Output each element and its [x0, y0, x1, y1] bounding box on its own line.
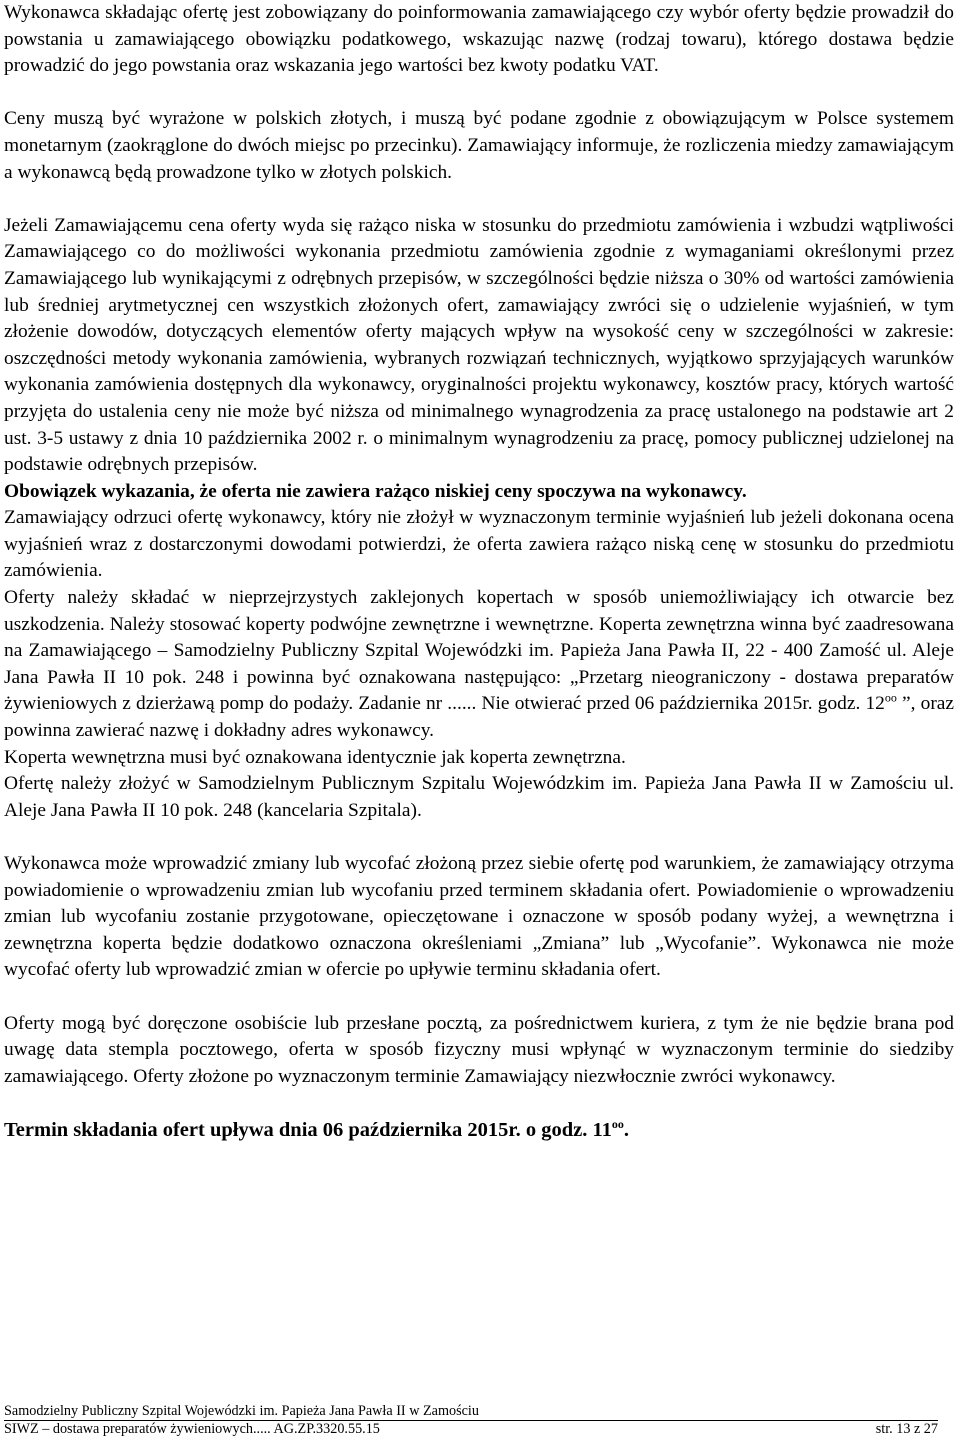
- paragraph-submission-place: Ofertę należy złożyć w Samodzielnym Publicznym Szpitalu Wojewódzkim im. Papieża Jana Pawła II w Zamościu ul. Aleje Jana Pawła II 10 pok. 248 (kancelaria Szpitala).: [4, 773, 954, 821]
- paragraph-inner-envelope: Koperta wewnętrzna musi być oznakowana identycznie jak koperta zewnętrzna.: [4, 746, 626, 768]
- envelopes-text-tail: ”, oraz powinna zawierać nazwę i dokładny adres wykonawcy.: [4, 693, 955, 742]
- document-page: [4, 0, 954, 1143]
- footer-document-reference: SIWZ – dostawa preparatów żywieniowych..... AG.ZP.3320.55.15: [4, 1421, 380, 1437]
- paragraph-vat-obligation: Wykonawca składając ofertę jest zobowiązany do poinformowania zamawiającego czy wybór oferty będzie prowadził do powstania u zamawiającego obowiązku podatkowego, wskazując nazwę (rodzaj towaru), którego dostawa będzie prowadzić do jego powstania oraz wskazania jego wartości bez kwoty podatku VAT.: [4, 2, 954, 77]
- spacer: [4, 80, 954, 107]
- paragraph-burden-of-proof: Obowiązek wykazania, że oferta nie zawiera rażąco niskiej ceny spoczywa na wykonawcy.: [4, 480, 747, 502]
- footer-institution: Samodzielny Publiczny Szpital Wojewódzki im. Papieża Jana Pawła II w Zamościu: [4, 1403, 479, 1419]
- spacer: [4, 984, 954, 1011]
- paragraph-currency: Ceny muszą być wyrażone w polskich złotych, i muszą być podane zgodnie z obowiązującym w Polsce systemem monetarnym (zaokrąglone do dwóch miejsc po przecinku). Zamawiający informuje, że rozliczenia miedzy zamawiającym a wykonawcą będą prowadzone tylko w złotych polskich.: [4, 108, 954, 183]
- paragraph-rejection: Zamawiający odrzuci ofertę wykonawcy, który nie złożył w wyznaczonym terminie wyjaśnień lub jeżeli dokonana ocena wyjaśnień wraz z dostarczonymi dowodami potwierdzi, że oferta zawiera rażąco niską cenę w stosunku do przedmiotu zamówienia.: [4, 507, 954, 582]
- deadline-time-superscript: oo: [611, 1117, 624, 1132]
- paragraph-deadline: [4, 1117, 954, 1143]
- footer-page-number: str. 13 z 27: [875, 1421, 938, 1437]
- spacer: [4, 1090, 954, 1117]
- footer-row: [4, 1420, 938, 1438]
- paragraph-delivery: Oferty mogą być doręczone osobiście lub przesłane pocztą, za pośrednictwem kuriera, z tym że nie będzie brana pod uwagę data stempla pocztowego, oferta w sposób fizyczny musi wpłynąć w wyznaczonym terminie do siedziby zamawiającego. Oferty złożone po wyznaczonym terminie Zamawiający niezwłocznie zwróci wykonawcy.: [4, 1012, 954, 1087]
- paragraph-envelopes: [4, 585, 954, 745]
- paragraph-abnormally-low-price: Jeżeli Zamawiającemu cena oferty wyda się rażąco niska w stosunku do przedmiotu zamówienia i wzbudzi wątpliwości Zamawiającego co do możliwości wykonania przedmiotu zamówienia zgodnie z wymaganiami określonymi przez Zamawiającego lub wynikającymi z odrębnych przepisów, w szczególności będzie niższa o 30% od wartości zamówienia lub średniej arytmetycznej cen wszystkich złożonych ofert, zamawiający zwróci się o udzielenie wyjaśnień, w tym złożenie dowodów, dotyczących elementów oferty mających wpływ na wysokość ceny w szczególności w zakresie: oszczędności metody wykonania zamówienia, wybranych rozwiązań technicznych, wyjątkowo sprzyjających warunków wykonania zamówienia dostępnych dla wykonawcy, oryginalności projektu wykonawcy, kosztów pracy, których wartość przyjęta do ustalenia ceny nie może być niższa od minimalnego wynagrodzenia za pracę ustalonego na podstawie art 2 ust. 3-5 ustawy z dnia 10 października 2002 r. o minimalnym wynagrodzeniu za pracę, pomocy publicznej udzielonej na podstawie odrębnych przepisów.: [4, 214, 954, 476]
- spacer: [4, 824, 954, 851]
- envelopes-text: Oferty należy składać w nieprzejrzystych zaklejonych kopertach w sposób uniemożliwiający ich otwarcie bez uszkodzenia. Należy stosować koperty podwójne zewnętrzne i wewnętrzne. Koperta zewnętrzna winna być zaadresowana na Zamawiającego – Samodzielny Publiczny Szpital Wojewódzki im. Papieża Jana Pawła II, 22 - 400 Zamość ul. Aleje Jana Pawła II 10 pok. 248 i powinna być oznakowana następująco: „Przetarg nieograniczony - dostawa preparatów żywieniowych z dzierżawą pomp do podaży. Zadanie nr ...... Nie otwierać przed 06 października 2015r. godz. 12: [4, 587, 954, 715]
- paragraph-changes-withdrawal: Wykonawca może wprowadzić zmiany lub wycofać złożoną przez siebie ofertę pod warunkiem, że zamawiający otrzyma powiadomienie o wprowadzeniu zmian lub wycofaniu przed terminem składania ofert. Powiadomienie o wprowadzeniu zmian lub wycofaniu zostanie przygotowane, opieczętowane i oznaczone w sposób podany wyżej, a wewnętrzna i zewnętrzna koperta będzie dodatkowo oznaczona określeniami „Zmiana” lub „Wycofanie”. Wykonawca nie może wycofać oferty lub wprowadzić zmian w ofercie po upływie terminu składania ofert.: [4, 853, 954, 981]
- page-footer: [4, 1403, 938, 1438]
- deadline-text: Termin składania ofert upływa dnia 06 października 2015r. o godz. 11: [4, 1118, 612, 1141]
- envelopes-time-superscript: oo: [884, 690, 897, 705]
- spacer: [4, 186, 954, 213]
- deadline-text-tail: .: [623, 1118, 629, 1141]
